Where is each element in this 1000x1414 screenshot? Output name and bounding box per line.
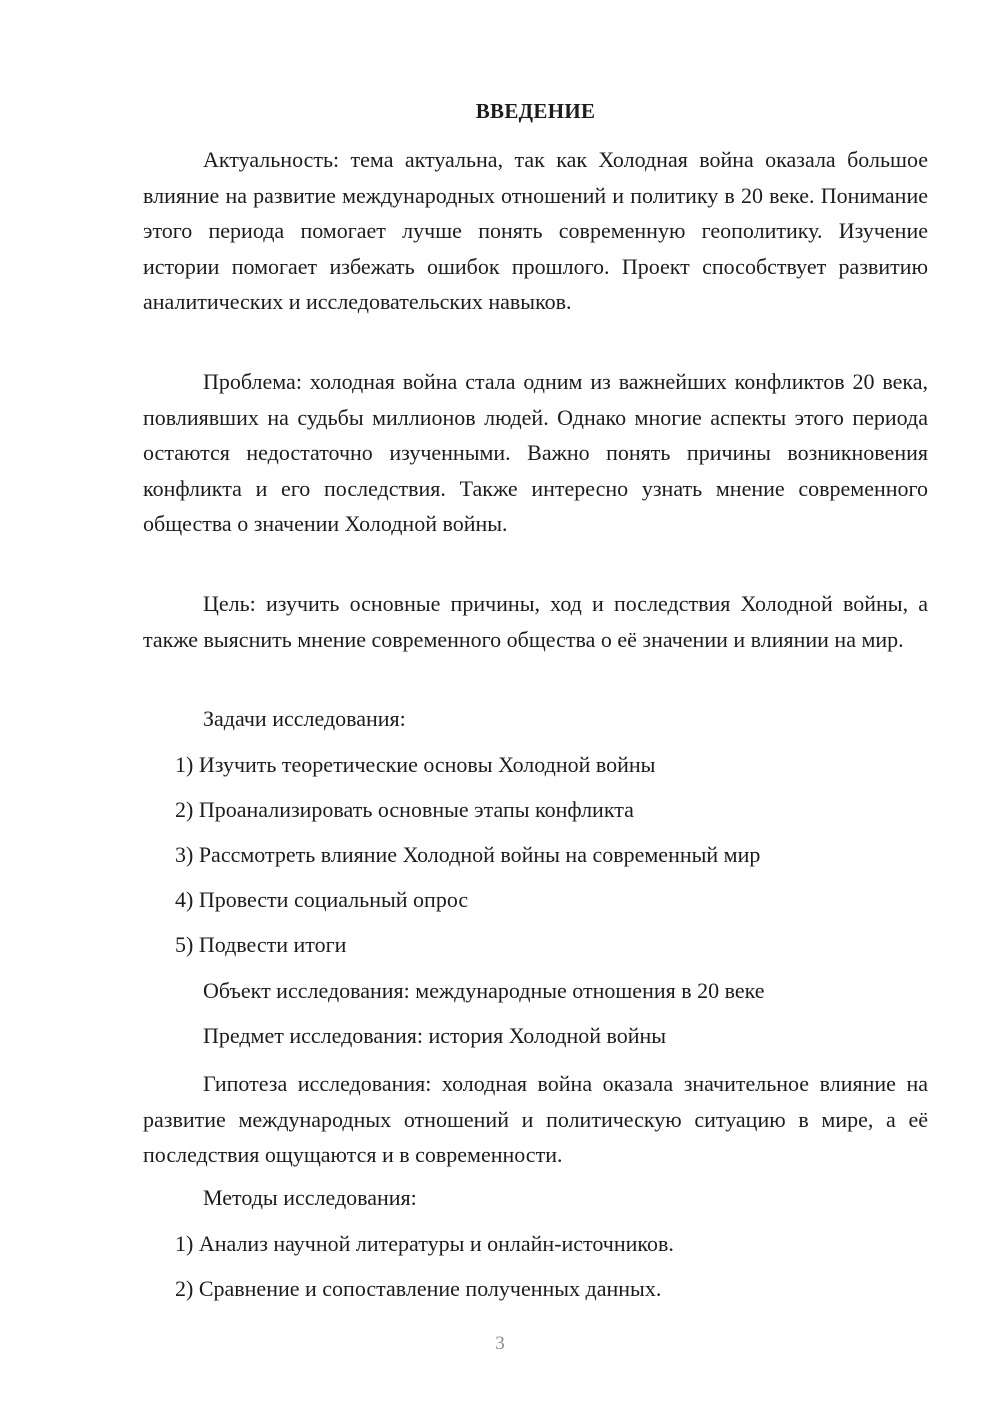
object-line: Объект исследования: международные отношения в 20 веке: [203, 978, 765, 1003]
methods-title: Методы исследования:: [203, 1185, 417, 1210]
page-number: 3: [495, 1333, 505, 1354]
hypothesis-paragraph: Гипотеза исследования: холодная война оказала значительное влияние на развитие международных отношений и политическую ситуацию в мире, а её последствия ощущаются и в современности.: [143, 1071, 928, 1167]
relevance-paragraph: Актуальность: тема актуальна, так как Холодная война оказала большое влияние на развитие международных отношений и политику в 20 веке. Понимание этого периода помогает лучше понять современную геополитику. Изучение истории помогает избежать ошибок прошлого. Проект способствует развитию аналитических и исследовательских навыков.: [143, 147, 928, 314]
tasks-title: Задачи исследования:: [203, 706, 406, 731]
list-item: 2) Сравнение и сопоставление полученных данных.: [175, 1276, 662, 1301]
list-item: 2) Проанализировать основные этапы конфликта: [175, 797, 634, 822]
section-heading: ВВЕДЕНИЕ: [475, 99, 596, 123]
list-item: 3) Рассмотреть влияние Холодной войны на современный мир: [175, 842, 761, 867]
list-item: 1) Анализ научной литературы и онлайн-источников.: [175, 1231, 674, 1256]
list-item: 5) Подвести итоги: [175, 932, 347, 957]
list-item: 4) Провести социальный опрос: [175, 887, 469, 912]
list-item: 1) Изучить теоретические основы Холодной войны: [175, 752, 656, 777]
goal-paragraph: Цель: изучить основные причины, ход и последствия Холодной войны, а также выяснить мнение современного общества о её значении и влиянии на мир.: [143, 591, 928, 652]
subject-line: Предмет исследования: история Холодной войны: [203, 1023, 667, 1048]
problem-paragraph: Проблема: холодная война стала одним из важнейших конфликтов 20 века, повлиявших на судьбы миллионов людей. Однако многие аспекты этого периода остаются недостаточно изученными. Важно понять причины возникновения конфликта и его последствия. Также интересно узнать мнение современного общества о значении Холодной войны.: [143, 369, 928, 536]
